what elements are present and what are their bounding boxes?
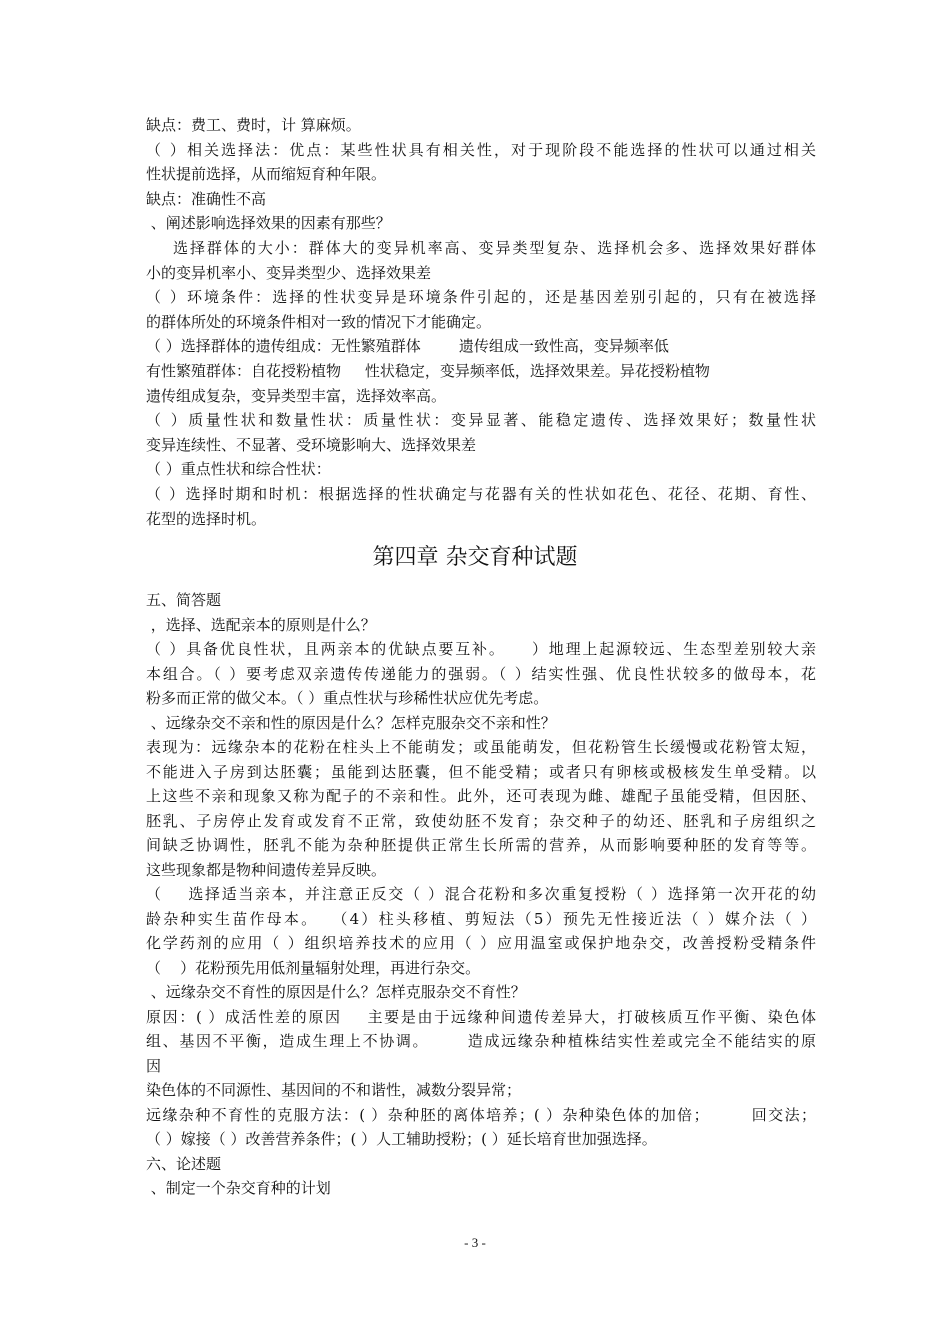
paragraph-line: 这些现象都是物种间遗传差异反映。	[146, 860, 387, 879]
paragraph-line: 有性繁殖群体：自花授粉植物 性状稳定，变异频率低，选择效果差。异花授粉植物	[146, 362, 710, 380]
paragraph-line: 、远缘杂交不亲和性的原因是什么？怎样克服杂交不亲和性？	[146, 713, 556, 732]
paragraph-line: 选择群体的大小：群体大的变异机率高、变异类型复杂、选择机会多、选择效果好群体	[146, 239, 816, 257]
paragraph-line: （ ）选择时期和时机：根据选择的性状确定与花器有关的性状如花色、花径、花期、育性、	[146, 485, 816, 503]
paragraph-line: （ 选择适当亲本，并注意正反交（ ）混合花粉和多次重复授粉（ ）选择第一次开花的幼	[146, 885, 816, 903]
paragraph-line: 、阐述影响选择效果的因素有那些？	[146, 214, 391, 233]
paragraph-line: （ ）环境条件：选择的性状变异是环境条件引起的，还是基因差别引起的，只有在被选择	[146, 288, 816, 307]
paragraph-line: （ ）花粉预先用低剂量辐射处理，再进行杂交。	[146, 958, 481, 977]
paragraph-line: 间缺乏协调性，胚乳不能为杂种胚提供正常生长所需的营养，从而影响要种胚的发育等等。	[146, 836, 816, 854]
paragraph-line: 小的变异机率小、变异类型少、选择效果差	[146, 263, 432, 282]
paragraph-line: 变异连续性、不显著、受环境影响大、选择效果差	[146, 435, 477, 454]
paragraph-line: 表现为：远缘杂本的花粉在柱头上不能萌发；或虽能萌发，但花粉管生长缓慢或花粉管太短，	[146, 738, 816, 756]
paragraph-line: 性状提前选择，从而缩短育种年限。	[146, 165, 387, 184]
paragraph-line: （ ）嫁接（ ）改善营养条件；( ）人工辅助授粉；( ）延长培育世加强选择。	[146, 1130, 657, 1148]
paragraph-line: （ ）选择群体的遗传组成：无性繁殖群体 遗传组成一致性高，变异频率低	[146, 337, 669, 356]
paragraph-line: 远缘杂种不育性的克服方法：( ）杂种胚的离体培养；( ）杂种染色体的加倍； 回交法；	[146, 1105, 816, 1124]
paragraph-line: 化学药剂的应用（ ）组织培养技术的应用（ ）应用温室或保护地杂交，改善授粉受精条件	[146, 934, 816, 952]
paragraph-line: 、制定一个杂交育种的计划	[146, 1179, 331, 1197]
page-number: - 3 -	[464, 1235, 486, 1250]
paragraph-line: 六、论述题	[146, 1154, 222, 1173]
paragraph-line: 、远缘杂交不育性的原因是什么？怎样克服杂交不育性？	[146, 983, 526, 1001]
paragraph-line: 组、基因不平衡，造成生理上不协调。 造成远缘杂种植株结实性差或完全不能结实的原	[146, 1032, 816, 1050]
paragraph-line: 缺点：准确性不高	[146, 189, 267, 208]
paragraph-line: 的群体所处的环境条件相对一致的情况下才能确定。	[146, 312, 492, 331]
paragraph-line: 因	[146, 1056, 162, 1075]
paragraph-line: （ ）重点性状和综合性状：	[146, 460, 331, 479]
paragraph-line: 粉多而正常的做父本。（ ）重点性状与珍稀性状应优先考虑。	[146, 689, 549, 707]
paragraph-line: ，选择、选配亲本的原则是什么？	[146, 615, 376, 634]
paragraph-line: （ ）相关选择法：优点：某些性状具有相关性，对于现阶段不能选择的性状可以通过相关	[146, 140, 816, 159]
paragraph-line: 本组合。（ ）要考虑双亲遗传传递能力的强弱。（ ）结实性强、优良性状较多的做母本，花	[146, 664, 816, 683]
paragraph-line: 龄杂种实生苗作母本。 （4）柱头移植、剪短法（5）预先无性接近法（ ）媒介法（ ）	[146, 909, 816, 928]
paragraph-line: 原因：( ）成活性差的原因 主要是由于远缘种间遗传差异大，打破核质互作平衡、染色体	[146, 1007, 816, 1026]
chapter-title: 第四章 杂交育种试题	[372, 545, 578, 570]
paragraph-line: 染色体的不同源性、基因间的不和谐性，减数分裂异常；	[146, 1081, 522, 1099]
paragraph-line: 胚乳、子房停止发育或发育不正常，致使幼胚不发育；杂交种子的幼还、胚乳和子房组织之	[146, 811, 816, 830]
paragraph-line: （ ）质量性状和数量性状：质量性状：变异显著、能稳定遗传、选择效果好；数量性状	[146, 411, 816, 430]
paragraph-line: 不能进入子房到达胚囊；虽能到达胚囊，但不能受精；或者只有卵核或极核发生单受精。以	[146, 762, 816, 781]
paragraph-line: 花型的选择时机。	[146, 509, 267, 528]
paragraph-line: 缺点：费工、费时，计 算麻烦。	[146, 116, 361, 134]
paragraph-line: 上这些不亲和现象又称为配子的不亲和性。此外，还可表现为雌、雄配子虽能受精，但因胚、	[146, 787, 816, 805]
paragraph-line: （ ）具备优良性状，且两亲本的优缺点要互补。 ）地理上起源较远、生态型差别较大亲	[146, 640, 816, 658]
paragraph-line: 遗传组成复杂，变异类型丰富，选择效率高。	[146, 386, 447, 405]
paragraph-line: 五、简答题	[146, 591, 222, 609]
